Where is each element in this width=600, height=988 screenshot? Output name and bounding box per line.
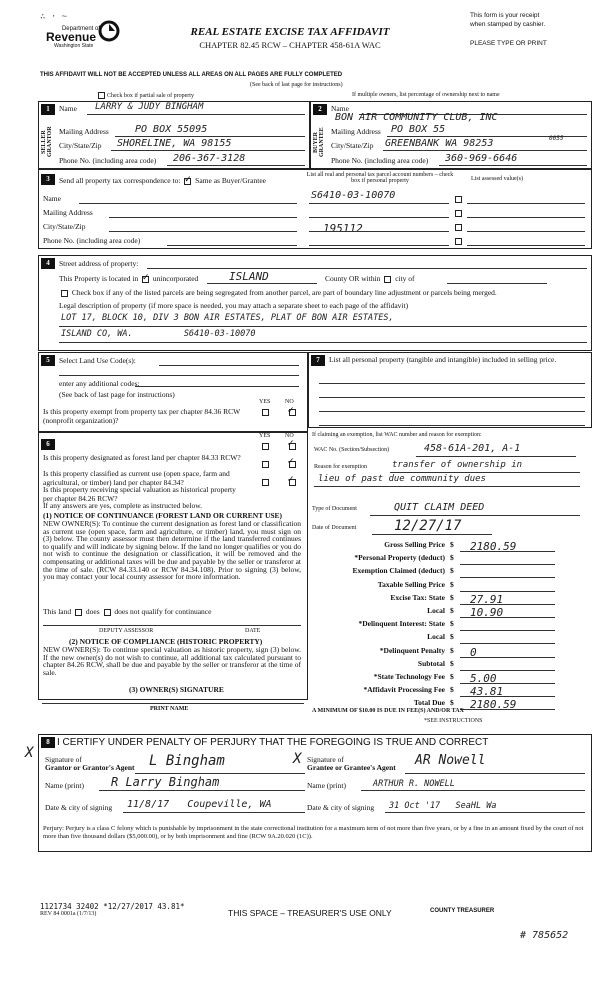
- dollar-sign: $: [450, 606, 454, 615]
- classified-no-check-mark: ✓: [287, 456, 295, 466]
- grantee-name[interactable]: ARTHUR R. NOWELL: [373, 779, 455, 789]
- grantor-name[interactable]: R Larry Bingham: [111, 775, 220, 789]
- warning-banner: THIS AFFIDAVIT WILL NOT BE ACCEPTED UNLESS ALL AREAS ON ALL PAGES ARE FULLY COMPLETED: [40, 72, 343, 78]
- wac-label: WAC No. (Section/Subsection): [314, 447, 390, 453]
- segregation-checkbox[interactable]: [61, 290, 68, 297]
- personal-property-box: 7 List all personal property (tangible and intangible) included in selling price.: [308, 352, 592, 428]
- forest-no-check-mark: ✓: [287, 438, 295, 448]
- fee-row: [310, 593, 595, 606]
- dollar-sign: $: [450, 645, 454, 655]
- dollar-sign: $: [450, 632, 454, 642]
- fee-label: *Delinquent Interest: State: [358, 619, 445, 629]
- dollar-sign: $: [450, 658, 454, 668]
- personal-property-checkbox-4[interactable]: [455, 238, 462, 245]
- fee-row: [310, 672, 595, 685]
- exemption-reason-2[interactable]: lieu of past due community dues: [318, 474, 486, 484]
- x-mark: X: [25, 745, 34, 761]
- exemption-label: If claiming an exemption, list WAC number and reason for exemption:: [312, 432, 482, 438]
- dollar-sign: $: [450, 579, 454, 589]
- fee-value[interactable]: 2180.59: [470, 540, 517, 553]
- fee-label: Local: [427, 632, 445, 642]
- wac-number[interactable]: 458-61A-201, A-1: [424, 443, 521, 454]
- buyer-zip-extra: 0055: [549, 135, 564, 142]
- fee-row: [310, 580, 595, 593]
- classified-yes-checkbox[interactable]: [262, 461, 269, 468]
- dor-logo: Department of Revenue Washington State: [46, 26, 120, 49]
- fee-label: Total Due: [413, 698, 445, 708]
- fee-row: [310, 646, 595, 659]
- forest-yes-checkbox[interactable]: [262, 443, 269, 450]
- dollar-sign: $: [450, 685, 454, 695]
- fee-label: Excise Tax: State: [390, 592, 445, 602]
- fee-label: Exemption Claimed (deduct): [352, 566, 445, 576]
- doc-date-label: Date of Document: [312, 525, 357, 531]
- does-qualify-checkbox[interactable]: [75, 609, 82, 616]
- seller-city[interactable]: SHORELINE, WA 98155: [117, 138, 232, 149]
- county-treasurer: COUNTY TREASURER: [430, 908, 495, 914]
- seller-phone[interactable]: 206-367-3128: [173, 153, 246, 164]
- legal-description-1[interactable]: LOT 17, BLOCK 10, DIV 3 BON AIR ESTATES, PLAT OF BON AIR ESTATES,: [61, 313, 394, 323]
- certify-statement: I CERTIFY UNDER PENALTY OF PERJURY THAT THE FOREGOING IS TRUE AND CORRECT: [57, 737, 489, 748]
- historical-no-check-mark: ✓: [287, 474, 295, 484]
- document-date[interactable]: 12/27/17: [394, 518, 462, 534]
- partial-sale-checkbox[interactable]: [98, 92, 105, 99]
- dollar-sign: $: [450, 566, 454, 576]
- correspondence-box: 3 Send all property tax correspondence to: ✓ Same as Buyer/Grantee Name Mailing Address City/State/Zip Phone No. (including area code) List all real and personal tax parcel account numbers – check box if personal property List assessed value(s) S6410-03-10070 195112: [38, 169, 592, 249]
- dollar-sign: $: [450, 540, 454, 549]
- dollar-sign: $: [450, 672, 454, 681]
- cashier-stamp: 1121734 32402 *12/27/2017 43.81*: [40, 902, 185, 911]
- unincorporated-checkbox[interactable]: ✓: [142, 271, 150, 282]
- rev-number: REV 84 0001a (1/7/13): [40, 911, 97, 917]
- fee-row: [310, 619, 595, 632]
- fee-label: Gross Selling Price: [384, 540, 445, 549]
- land-use-box: 5 Select Land Use Code(s): enter any additional codes: (See back of last page for instructions) YES NO Is this property exempt from property tax per chapter 84.36 RCW (nonprofit organization)? ✓: [38, 352, 308, 432]
- see-instructions: *SEE INSTRUCTIONS: [424, 718, 483, 724]
- x-mark-2: X: [293, 751, 302, 767]
- fee-label: Taxable Selling Price: [377, 579, 445, 589]
- form-title: REAL ESTATE EXCISE TAX AFFIDAVIT: [190, 26, 390, 38]
- personal-property-checkbox-2[interactable]: [455, 210, 462, 217]
- form-subtitle: CHAPTER 82.45 RCW – CHAPTER 458-61A WAC: [199, 40, 381, 50]
- buyer-mailing[interactable]: PO BOX 55: [391, 124, 446, 135]
- see-back-note: (See back of last page for instructions): [250, 82, 343, 88]
- section6-box: 6 YES NO Is this property designated as forest land per chapter 84.33 RCW? ✓ Is this property classified as current use (open space, farm and agricultural, or timber) land per chapter 84.34? ✓ Is this property receiving special valuation as historical property per chapter 84.26 RCW? ✓ If any answers are yes, complete as instructed below. (1) NOTICE OF CONTINUANCE (FOREST LAND OR CURRENT USE) NEW OWNER(S): To continue the current designation as forest land or classification as current use (open space, farm and agriculture, or timber) land, you must sign on (3) below. The county assessor must then determine if the land transferred continues to qualify and will indicate by signing below. If the land no longer qualifies or you do not wish to continue the designation or classification, it will be removed and the compensating or additional taxes will be due and payable by the seller or transferor at the time of sale. (RCW 84.33.140 or RCW 84.34.108). Prior to signing (3) below, you may contact your local county assessor for more information. This land does does not qualify for continuance DEPUTY ASSESSOR DATE (2) NOTICE OF COMPLIANCE (HISTORIC PROPERTY) NEW OWNER(S): To continue special valuation as historic property, sign (3) below. If the new owner(s) do not wish to continue, all additional tax calculated pursuant to chapter 84.26 RCW, shall be due and payable by the seller or transferor at the time of sale. (3) OWNER(S) SIGNATURE: [38, 432, 308, 700]
- receipt-note-2: when stamped by cashier.: [470, 21, 546, 28]
- fee-label: *Personal Property (deduct): [354, 553, 445, 563]
- dollar-sign: $: [450, 619, 454, 629]
- seller-name[interactable]: LARRY & JUDY BINGHAM: [95, 102, 204, 112]
- receipt-note: This form is your receipt: [470, 12, 540, 19]
- exempt-no-check-mark: ✓: [287, 405, 295, 415]
- fee-label: *State Technology Fee: [373, 672, 445, 681]
- buyer-box: 2 BUYER GRANTEE Name BON AIR COMMUNITY CLUB, INC Mailing Address PO BOX 55 City/State/Zip GREENBANK WA 98253 0055 Phone No. (including area code) 360-969-6646: [310, 101, 592, 169]
- document-type[interactable]: QUIT CLAIM DEED: [394, 502, 485, 513]
- fee-row: [310, 553, 595, 566]
- fee-label: Local: [427, 606, 445, 615]
- fee-row: [310, 632, 595, 645]
- county-name[interactable]: ISLAND: [229, 270, 269, 283]
- doc-type-label: Type of Document: [312, 506, 357, 512]
- dollar-sign: $: [450, 553, 454, 563]
- type-note: PLEASE TYPE OR PRINT: [470, 40, 547, 47]
- dollar-sign: $: [450, 592, 454, 602]
- scribble-mark: ∴ · ~: [40, 12, 68, 22]
- revenue-logo-icon: [98, 20, 120, 42]
- fee-value[interactable]: 27.91: [470, 592, 504, 606]
- fee-value[interactable]: 0: [470, 645, 477, 659]
- fee-row: [310, 606, 595, 619]
- fee-row: [310, 659, 595, 672]
- print-name-label: PRINT NAME: [150, 706, 189, 712]
- parcel-number-1[interactable]: S6410-03-10070: [311, 190, 396, 201]
- historical-yes-checkbox[interactable]: [262, 479, 269, 486]
- fee-label: *Delinquent Penalty: [379, 645, 445, 655]
- buyer-name[interactable]: BON AIR COMMUNITY CLUB, INC: [335, 112, 498, 123]
- fee-value[interactable]: 2180.59: [470, 698, 517, 712]
- fee-value[interactable]: 5.00: [470, 672, 497, 685]
- same-as-buyer-checkbox[interactable]: ✓: [184, 173, 192, 184]
- multiple-owners-note: If multiple owners, list percentage of ownership next to name: [352, 92, 500, 98]
- personal-property-checkbox-3[interactable]: [455, 224, 462, 231]
- seller-box: 1 SELLER GRANTOR Name LARRY & JUDY BINGHAM Mailing Address PO BOX 55095 City/State/Zip SHORELINE, WA 98155 Phone No. (including area code) 206-367-3128: [38, 101, 310, 169]
- city-of-checkbox[interactable]: [384, 276, 391, 283]
- exempt-yes-checkbox[interactable]: [262, 409, 269, 416]
- grantor-signature[interactable]: L Bingham: [149, 753, 225, 769]
- handwritten-number: # 785652: [520, 930, 569, 941]
- perjury-notice: Perjury: Perjury is a class C felony which is punishable by imprisonment in the state correctional institution for a maximum term of not more than five years, or by a fine in an amount fixed by the court of not more than five thousand dollars ($5,000.00), or by both imprisonment and fine (RCW 9A.20.020 (1C)).: [43, 825, 584, 840]
- fee-row: [310, 566, 595, 579]
- buyer-phone[interactable]: 360-969-6646: [445, 153, 518, 164]
- personal-property-checkbox-1[interactable]: [455, 196, 462, 203]
- reason-label: Reason for exemption: [314, 464, 367, 470]
- fee-label: *Affidavit Processing Fee: [363, 685, 445, 695]
- fee-label: Subtotal: [417, 658, 445, 668]
- fee-value[interactable]: 43.81: [470, 685, 504, 699]
- does-not-qualify-checkbox[interactable]: [104, 609, 111, 616]
- treasurer-space: THIS SPACE – TREASURER'S USE ONLY: [228, 908, 392, 918]
- certification-box: 8 I CERTIFY UNDER PENALTY OF PERJURY THAT THE FOREGOING IS TRUE AND CORRECT X Signature of Grantor or Grantor's Agent L Bingham Name (print) R Larry Bingham Date & city of signing 11/8/17 Coupeville, WA X Signature of Grantee or Grantee's Agent AR Nowell Name (print) ARTHUR R. NOWELL Date & city of signing 31 Oct '17 SeaHL Wa Perjury: Perjury is a class C felony which is punishable by imprisonment in the state correctional institution for a maximum term of not more than five years, or by a fine in an amount fixed by the court of not more than five thousand dollars ($5,000.00), or by both imprisonment and fine (RCW 9A.20.020 (1C)).: [38, 734, 592, 852]
- fee-value[interactable]: 10.90: [470, 606, 504, 619]
- dollar-sign: $: [450, 698, 454, 708]
- parcel-number-2[interactable]: 195112: [323, 222, 363, 235]
- legal-description-2[interactable]: ISLAND CO, WA. S6410-03-10070: [61, 329, 256, 339]
- partial-sale-row: Check box if partial sale of property: [96, 92, 194, 99]
- buyer-city[interactable]: GREENBANK WA 98253: [385, 138, 494, 149]
- property-location-box: 4 Street address of property: This Property is located in ✓ unincorporated ISLAND County OR within city of Check box if any of the listed parcels are being segregated from another parcel, are part of boundary line adjustment or parcels being merged. Legal description of property (if more space is needed, you may attach a separate sheet to each page of the affidavit) LOT 17, BLOCK 10, DIV 3 BON AIR ESTATES, PLAT OF BON AIR ESTATES, ISLAND CO, WA. S6410-03-10070: [38, 255, 592, 351]
- seller-mailing[interactable]: PO BOX 55095: [135, 124, 208, 135]
- fee-row: [310, 685, 595, 698]
- exemption-reason-1[interactable]: transfer of ownership in: [392, 460, 523, 470]
- fee-row: [310, 540, 595, 553]
- minimum-due-note: A MINIMUM OF $10.00 IS DUE IN FEE(S) AND/OR TAX: [312, 708, 464, 714]
- grantor-date-city[interactable]: 11/8/17 Coupeville, WA: [127, 799, 272, 810]
- grantee-date-city[interactable]: 31 Oct '17 SeaHL Wa: [389, 801, 497, 811]
- grantee-signature[interactable]: AR Nowell: [415, 753, 486, 768]
